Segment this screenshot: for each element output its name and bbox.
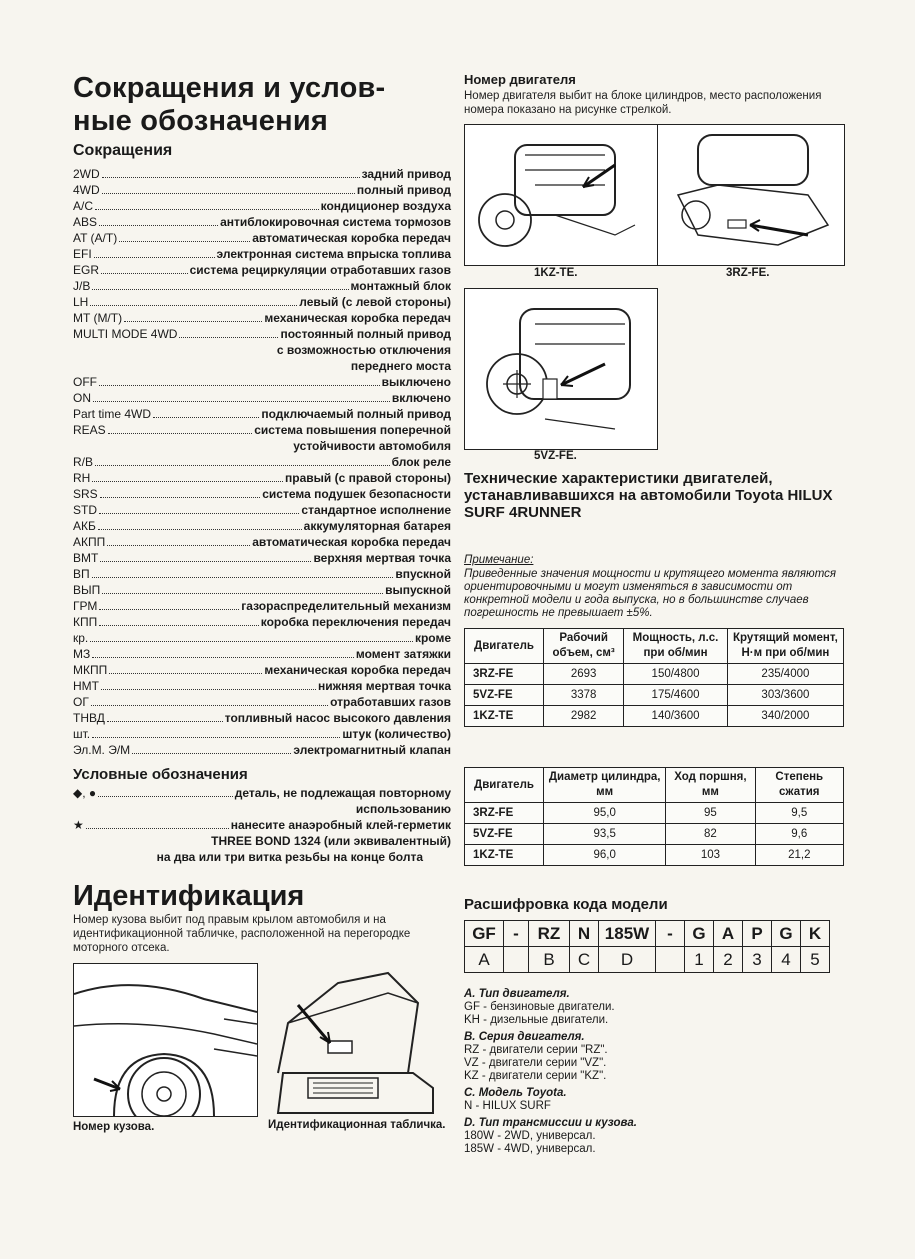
- table-header-cell: Диаметр цилиндра, мм: [544, 768, 666, 803]
- abbreviation-value: кроме: [414, 631, 451, 645]
- id-plate-figure: [268, 963, 449, 1115]
- abbreviation-value: подключаемый полный привод: [261, 407, 451, 421]
- symbol-continuation: на два или три витка резьбы на конце болта: [156, 850, 423, 864]
- dot-leader: [99, 609, 239, 610]
- abbreviation-row: [73, 662, 451, 678]
- dot-leader: [132, 753, 291, 754]
- code-letter: N: [570, 921, 599, 947]
- abbreviation-key: ABS: [73, 215, 98, 229]
- dot-leader: [107, 545, 250, 546]
- abbreviation-key: ОГ: [73, 695, 89, 709]
- engine-3rz-figure: [657, 124, 845, 266]
- engine-5vz-figure: [464, 288, 658, 450]
- abbreviation-key: КПП: [73, 615, 98, 629]
- table-header-cell: Мощность, л.с. при об/мин: [624, 629, 728, 664]
- legend-title: D. Тип трансмиссии и кузова.: [464, 1117, 637, 1129]
- abbreviation-row: [73, 166, 451, 182]
- code-index: 3: [743, 947, 772, 973]
- abbreviation-row: [73, 230, 451, 246]
- dot-leader: [94, 257, 215, 258]
- abbreviation-key: EFI: [73, 247, 92, 261]
- abbreviation-row: [73, 678, 451, 694]
- table-cell: 93,5: [544, 824, 666, 845]
- abbreviation-value: штук (количество): [342, 727, 451, 741]
- table-cell: 150/4800: [624, 664, 728, 685]
- abbreviation-value: полный привод: [356, 183, 451, 197]
- table-row: [465, 824, 844, 845]
- identification-figures: [73, 963, 451, 1133]
- abbreviation-key: REAS: [73, 423, 106, 437]
- note-text: Приведенные значения мощности и крутящего момента являются ориентировочными и могут изменяться в зависимости от конкретной модели и года выпуска, но в большинстве случаев погрешность не превышает ±5%.: [464, 568, 837, 619]
- abbreviation-value: постоянный полный привод: [280, 327, 451, 341]
- abbreviation-value: включено: [391, 391, 451, 405]
- legend-line: 180W - 2WD, универсал.: [464, 1130, 596, 1142]
- code-index: [504, 947, 529, 973]
- dot-leader: [101, 273, 188, 274]
- legend-line: N - HILUX SURF: [464, 1100, 551, 1112]
- table-cell: 95: [666, 803, 755, 824]
- abbreviation-value: система повышения поперечной: [254, 423, 451, 437]
- abbreviation-row: [73, 326, 451, 342]
- abbreviation-value: антиблокировочная система тормозов: [220, 215, 451, 229]
- abbreviation-key: АКПП: [73, 535, 106, 549]
- table-header-row: [465, 768, 844, 803]
- table-row: [465, 685, 844, 706]
- abbreviation-row: [73, 710, 451, 726]
- dot-leader: [92, 289, 348, 290]
- abbreviation-value: стандартное исполнение: [301, 503, 451, 517]
- abbreviation-key: 2WD: [73, 167, 100, 181]
- abbreviation-row: [73, 566, 451, 582]
- table-cell: 5VZ-FE: [465, 685, 544, 706]
- abbreviation-row: [73, 502, 451, 518]
- abbreviation-row: [73, 454, 451, 470]
- code-letter: 185W: [599, 921, 656, 947]
- code-letter: -: [656, 921, 685, 947]
- table-cell: 3378: [544, 685, 624, 706]
- dot-leader: [92, 577, 394, 578]
- table-header-row: [465, 629, 844, 664]
- table-cell: 96,0: [544, 845, 666, 866]
- symbol-continuation: THREE BOND 1324 (или эквивалентный): [211, 834, 451, 848]
- table-cell: 9,5: [755, 803, 843, 824]
- table-cell: 2693: [544, 664, 624, 685]
- code-index: 2: [714, 947, 743, 973]
- abbreviation-key: J/B: [73, 279, 91, 293]
- legend-line: KZ - двигатели серии "KZ".: [464, 1070, 607, 1082]
- abbreviation-row: [73, 694, 451, 710]
- table-row: [465, 706, 844, 727]
- abbreviation-value: кондиционер воздуха: [320, 199, 451, 213]
- caption-body-number: Номер кузова.: [73, 1121, 155, 1133]
- model-code-title: Расшифровка кода модели: [464, 896, 668, 913]
- abbreviations-list: [73, 166, 451, 758]
- legend-title: B. Серия двигателя.: [464, 1031, 585, 1043]
- abbreviation-key: MULTI MODE 4WD: [73, 327, 178, 341]
- abbreviation-value: коробка переключения передач: [260, 615, 451, 629]
- abbreviation-key: ТНВД: [73, 711, 105, 725]
- abbreviation-row: [73, 390, 451, 406]
- left-column: [73, 72, 451, 1133]
- dot-leader: [100, 497, 261, 498]
- table-cell: 340/2000: [727, 706, 843, 727]
- dot-leader: [99, 513, 299, 514]
- legend-title: C. Модель Toyota.: [464, 1087, 567, 1099]
- abbreviation-key: Эл.М. Э/М: [73, 743, 131, 757]
- code-index: B: [529, 947, 570, 973]
- abbreviation-key: АКБ: [73, 519, 96, 533]
- abbreviation-value: газораспределительный механизм: [241, 599, 451, 613]
- abbreviation-row: [73, 278, 451, 294]
- abbreviation-value: момент затяжки: [355, 647, 451, 661]
- abbreviation-key: МЗ: [73, 647, 91, 661]
- legend-title: A. Тип двигателя.: [464, 988, 570, 1000]
- abbreviation-row: [73, 422, 451, 438]
- dot-leader: [92, 481, 283, 482]
- table-header-cell: Рабочий объем, см³: [544, 629, 624, 664]
- abbreviation-key: шт.: [73, 727, 91, 741]
- symbols-list: [73, 785, 451, 865]
- code-letter: G: [685, 921, 714, 947]
- abbreviation-key: ВП: [73, 567, 90, 581]
- abbreviation-key: ВМТ: [73, 551, 99, 565]
- code-index: A: [465, 947, 504, 973]
- table-header-cell: Степень сжатия: [755, 768, 843, 803]
- dot-leader: [95, 465, 390, 466]
- dot-leader: [100, 561, 311, 562]
- abbreviation-value: отработавших газов: [330, 695, 451, 709]
- abbreviation-row: [73, 582, 451, 598]
- abbreviation-key: 4WD: [73, 183, 100, 197]
- abbreviation-row: [73, 294, 451, 310]
- abbreviation-continuation: с возможностью отключения: [276, 343, 451, 357]
- dot-leader: [119, 241, 250, 242]
- dot-leader: [90, 305, 297, 306]
- code-index: 4: [772, 947, 801, 973]
- symbol-row: [73, 817, 451, 833]
- abbreviation-row: [73, 262, 451, 278]
- model-code-table: [464, 920, 830, 973]
- table-cell: 1KZ-TE: [465, 845, 544, 866]
- model-code-legend: [464, 984, 844, 1156]
- abbreviation-value: топливный насос высокого давления: [224, 711, 451, 725]
- dot-leader: [124, 321, 262, 322]
- dot-leader: [179, 337, 278, 338]
- code-index: [656, 947, 685, 973]
- table-cell: 235/4000: [727, 664, 843, 685]
- code-index: 1: [685, 947, 714, 973]
- abbreviation-key: OFF: [73, 375, 97, 389]
- table-cell: 1KZ-TE: [465, 706, 544, 727]
- table-cell: 21,2: [755, 845, 843, 866]
- abbreviation-key: LH: [73, 295, 89, 309]
- abbreviation-row: [73, 182, 451, 198]
- abbreviation-key: EGR: [73, 263, 100, 277]
- abbreviation-value: система подушек безопасности: [262, 487, 451, 501]
- symbol-value: деталь, не подлежащая повторному: [234, 786, 451, 800]
- identification-text: Номер кузова выбит под правым крылом автомобиля и на идентификационной табличке, расположенной на перегородке моторного отсека.: [73, 914, 411, 954]
- car-open-hood-drawing: [268, 963, 449, 1115]
- abbreviation-row: [73, 726, 451, 742]
- dot-leader: [95, 209, 319, 210]
- code-letter: RZ: [529, 921, 570, 947]
- abbreviation-key: НМТ: [73, 679, 99, 693]
- code-index: D: [599, 947, 656, 973]
- identification-title: Идентификация: [73, 880, 305, 912]
- abbreviation-row: [73, 310, 451, 326]
- table-row: [465, 664, 844, 685]
- abbreviation-continuation: переднего моста: [350, 359, 451, 373]
- legend-line: 185W - 4WD, универсал.: [464, 1143, 596, 1155]
- code-letter: K: [801, 921, 830, 947]
- dot-leader: [91, 705, 328, 706]
- abbreviation-value: блок реле: [391, 455, 451, 469]
- caption-1kz: 1KZ-TE.: [534, 267, 578, 279]
- abbreviation-row: [73, 198, 451, 214]
- abbreviation-value: механическая коробка передач: [264, 311, 451, 325]
- legend-line: VZ - двигатели серии "VZ".: [464, 1057, 607, 1069]
- abbreviation-row: [73, 598, 451, 614]
- abbreviation-key: SRS: [73, 487, 98, 501]
- abbreviations-heading: Сокращения: [73, 142, 173, 159]
- engine-number-title: Номер двигателя: [464, 72, 576, 87]
- code-letter: -: [504, 921, 529, 947]
- abbreviation-value: верхняя мертвая точка: [313, 551, 451, 565]
- symbol-continuation: использованию: [355, 802, 451, 816]
- dot-leader: [86, 828, 229, 829]
- abbreviation-row: [73, 614, 451, 630]
- abbreviation-value: левый (с левой стороны): [299, 295, 451, 309]
- abbreviation-row: [73, 630, 451, 646]
- table-cell: 3RZ-FE: [465, 664, 544, 685]
- legend-line: KH - дизельные двигатели.: [464, 1014, 609, 1026]
- abbreviation-key: ГРМ: [73, 599, 98, 613]
- dot-leader: [90, 641, 413, 642]
- engine-3rz-drawing: [658, 125, 844, 265]
- dot-leader: [99, 625, 259, 626]
- dot-leader: [92, 657, 354, 658]
- table-header-cell: Двигатель: [465, 629, 544, 664]
- abbreviation-key: A/C: [73, 199, 94, 213]
- dot-leader: [93, 401, 390, 402]
- engine-number-text: Номер двигателя выбит на блоке цилиндров, место расположения номера показано на рисунке стрелкой.: [464, 90, 822, 116]
- dot-leader: [98, 796, 233, 797]
- dot-leader: [98, 529, 302, 530]
- engine-power-table: [464, 628, 844, 727]
- legend-line: GF - бензиновые двигатели.: [464, 1001, 615, 1013]
- page-title: Сокращения и услов- ные обозначения: [73, 72, 386, 137]
- code-letter: GF: [465, 921, 504, 947]
- table-cell: 140/3600: [624, 706, 728, 727]
- code-index: 5: [801, 947, 830, 973]
- abbreviation-row: [73, 534, 451, 550]
- symbol-key: ★: [73, 818, 84, 832]
- table-cell: 303/3600: [727, 685, 843, 706]
- table-row: [465, 803, 844, 824]
- table-header-cell: Ход поршня, мм: [666, 768, 755, 803]
- dot-leader: [99, 225, 218, 226]
- abbreviation-key: ON: [73, 391, 91, 405]
- abbreviation-value: выпускной: [385, 583, 451, 597]
- abbreviation-key: МКПП: [73, 663, 108, 677]
- dot-leader: [102, 193, 355, 194]
- abbreviation-value: механическая коробка передач: [264, 663, 451, 677]
- table-cell: 2982: [544, 706, 624, 727]
- abbreviation-value: система рециркуляции отработавших газов: [189, 263, 451, 277]
- table-cell: 3RZ-FE: [465, 803, 544, 824]
- abbreviation-value: впускной: [395, 567, 451, 581]
- note-heading: Примечание:: [464, 554, 534, 566]
- abbreviation-key: AT (A/T): [73, 231, 118, 245]
- symbol-key: ◆, ●: [73, 786, 97, 800]
- code-letter: P: [743, 921, 772, 947]
- engine-1kz-drawing: [465, 125, 657, 265]
- code-letter: A: [714, 921, 743, 947]
- abbreviation-key: ВЫП: [73, 583, 101, 597]
- right-column: [464, 72, 844, 1252]
- code-index: C: [570, 947, 599, 973]
- table-row: [465, 845, 844, 866]
- abbreviation-value: автоматическая коробка передач: [252, 231, 451, 245]
- table-header-cell: Крутящий момент, Н·м при об/мин: [727, 629, 843, 664]
- code-letter: G: [772, 921, 801, 947]
- table-cell: 95,0: [544, 803, 666, 824]
- table-cell: 9,6: [755, 824, 843, 845]
- abbreviation-row: [73, 742, 451, 758]
- table-cell: 5VZ-FE: [465, 824, 544, 845]
- dot-leader: [109, 673, 262, 674]
- table-header-cell: Двигатель: [465, 768, 544, 803]
- caption-5vz: 5VZ-FE.: [534, 450, 577, 462]
- abbreviation-key: Part time 4WD: [73, 407, 152, 421]
- abbreviation-key: RH: [73, 471, 91, 485]
- abbreviation-value: нижняя мертвая точка: [318, 679, 451, 693]
- abbreviation-value: правый (с правой стороны): [285, 471, 451, 485]
- symbol-value: нанесите анаэробный клей-герметик: [230, 818, 451, 832]
- abbreviation-key: кр.: [73, 631, 89, 645]
- abbreviation-row: [73, 550, 451, 566]
- symbols-heading: Условные обозначения: [73, 766, 248, 783]
- abbreviation-row: [73, 214, 451, 230]
- abbreviation-continuation: устойчивости автомобиля: [293, 439, 451, 453]
- dot-leader: [107, 721, 223, 722]
- abbreviation-row: [73, 374, 451, 390]
- engine-5vz-drawing: [465, 289, 657, 449]
- table-cell: 175/4600: [624, 685, 728, 706]
- dot-leader: [102, 177, 360, 178]
- abbreviation-key: MT (M/T): [73, 311, 123, 325]
- engine-1kz-figure: [464, 124, 658, 266]
- table-cell: 103: [666, 845, 755, 866]
- dot-leader: [153, 417, 259, 418]
- car-fender-drawing: [74, 964, 257, 1116]
- abbreviation-value: автоматическая коробка передач: [252, 535, 451, 549]
- legend-line: RZ - двигатели серии "RZ".: [464, 1044, 608, 1056]
- abbreviation-value: монтажный блок: [350, 279, 451, 293]
- engine-bore-table: [464, 767, 844, 866]
- abbreviation-value: выключено: [381, 375, 451, 389]
- abbreviation-row: [73, 486, 451, 502]
- body-number-figure: [73, 963, 258, 1117]
- abbreviation-value: задний привод: [361, 167, 451, 181]
- abbreviation-value: электронная система впрыска топлива: [216, 247, 451, 261]
- caption-3rz: 3RZ-FE.: [726, 267, 770, 279]
- dot-leader: [99, 385, 380, 386]
- dot-leader: [92, 737, 340, 738]
- abbreviation-row: [73, 470, 451, 486]
- abbreviation-key: STD: [73, 503, 97, 517]
- symbol-row: [73, 785, 451, 801]
- abbreviation-row: [73, 406, 451, 422]
- dot-leader: [101, 689, 316, 690]
- abbreviation-row: [73, 246, 451, 262]
- abbreviation-value: электромагнитный клапан: [293, 743, 451, 757]
- abbreviation-row: [73, 646, 451, 662]
- abbreviation-key: R/B: [73, 455, 94, 469]
- tech-specs-title: Технические характеристики двигателей, устанавливавшихся на автомобили Toyota HILUX SURF 4RUNNER: [464, 470, 833, 521]
- abbreviation-value: аккумуляторная батарея: [303, 519, 451, 533]
- caption-id-plate: Идентификационная табличка.: [268, 1119, 446, 1131]
- dot-leader: [108, 433, 253, 434]
- table-cell: 82: [666, 824, 755, 845]
- abbreviation-row: [73, 518, 451, 534]
- dot-leader: [102, 593, 383, 594]
